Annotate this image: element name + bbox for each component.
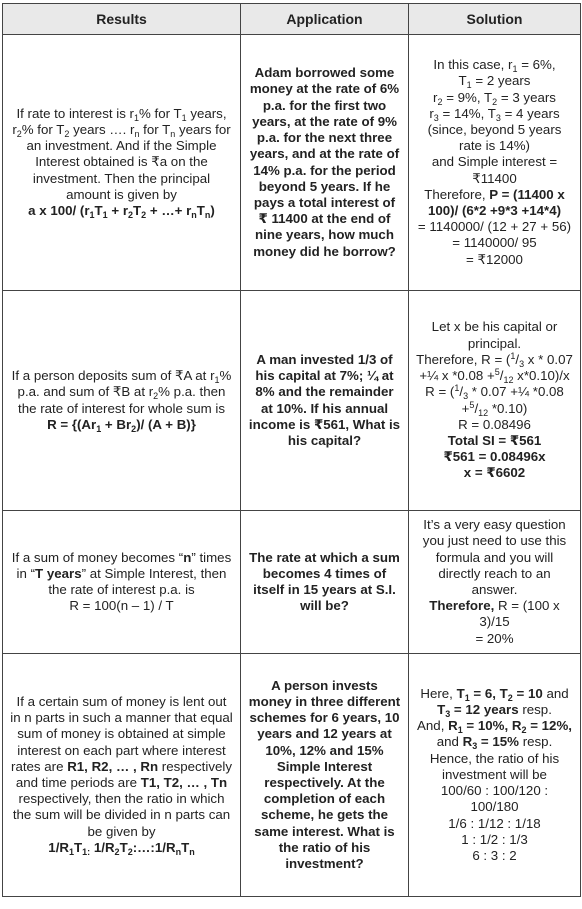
- solution-cell: Here, $T_1 = 6$, $T_2 = 10$ and $T_3 = 12$ years resp. And, $R_1 = 10\%$, $R_2 = 12\%$, and $R_3 = 15\%$ resp. Hence, the ratio of his investment will be 100/60 : 100/120 : 100/180 1/6 : 1/12 : 1/18 1 : 1/2 : 1/3 6 : 3 : 2: [409, 654, 581, 897]
- result-cell: If rate to interest is $r_1\%$ for $T_1$ years, $r_2\%$ for $T_2$ years …. $r_n$ for $T_n$ years for an investment. And if the Simple Interest obtained is ₹a on the investment. Then the principal amount is given by a x 100/ ($r_1T_1 + r_2T_2$ + …+ $r_nT_n$): [3, 35, 241, 291]
- formula: $1/R_1T_{1:}$ $1/R_2T_2:\dots:1/R_nT_n$: [48, 839, 195, 857]
- application-cell: The rate at which a sum becomes 4 times of itself in 15 years at S.I. will be?: [241, 511, 409, 654]
- table-row: [3, 654, 581, 897]
- header-results: Results: [3, 4, 241, 35]
- result-cell: If a sum of money becomes “n” times in “T years” at Simple Interest, then the rate of interest p.a. is R = 100(n – 1) / T: [3, 511, 241, 654]
- formula: $R = \{(Ar_1 + Br_2)/$ (A + B)}: [47, 416, 196, 434]
- application-cell: Adam borrowed some money at the rate of 6% p.a. for the first two years, at the rate of 9% p.a. for the next three years, and at the rate of 14% p.a. for the period beyond 5 years. If he pays a total interest of ₹ 11400 at the end of nine years, how much money did he borrow?: [241, 35, 409, 291]
- solution-cell: Let x be his capital or principal. Therefore, $R = (^1/_3$ x * 0.07 +¼ x $*0.08 +^5/_{12}$ x*0.10)/x $R = (^1/_3 * 0.07$ +¼ $*0.08 +^5/_{12}$ *0.10) R = 0.08496 Total SI = ₹561 ₹561 = 0.08496x x = ₹6602: [409, 291, 581, 511]
- header-row: [3, 4, 581, 35]
- header-application: Application: [241, 4, 409, 35]
- table-row: [3, 35, 581, 291]
- application-cell: A person invests money in three different schemes for 6 years, 10 years and 12 years at 10%, 12% and 15% Simple Interest respectively. At the completion of each scheme, he gets the same interest. What is the ratio of his investment?: [241, 654, 409, 897]
- formula: a x 100/ ($r_1T_1 + r_2T_2$ + …+ $r_nT_n$): [28, 203, 215, 220]
- solution-cell: It’s a very easy question you just need to use this formula and you will directly reach to an answer. Therefore, R = (100 x 3)/15 = 20%: [409, 511, 581, 654]
- simple-interest-table: [2, 3, 581, 897]
- result-cell: If a person deposits sum of ₹A at $r_1\%$ p.a. and sum of ₹B at $r_2\%$ p.a. then the rate of interest for whole sum is $R = \{(Ar_1 + Br_2)/$ (A + B)}: [3, 291, 241, 511]
- result-cell: If a certain sum of money is lent out in n parts in such a manner that equal sum of money is obtained at simple interest on each part where interest rates are R1, R2, … , Rn respectively and time periods are T1, T2, … , Tn respectively, then the ratio in which the sum will be divided in n parts can be given by $1/R_1T_{1:}$ $1/R_2T_2:\dots:1/R_nT_n$: [3, 654, 241, 897]
- header-solution: Solution: [409, 4, 581, 35]
- application-cell: A man invested 1/3 of his capital at 7%; ¼ at 8% and the remainder at 10%. If his annual income is ₹561, What is his capital?: [241, 291, 409, 511]
- table-row: [3, 291, 581, 511]
- interest-table-container: [2, 3, 580, 897]
- table-row: [3, 511, 581, 654]
- solution-cell: In this case, $r_1 = 6\%$, $T_1 = 2$ years $r_2 = 9\%$, $T_2 = 3$ years $r_3 = 14\%$, $T_3 = 4$ years (since, beyond 5 years rate is 14%) and Simple interest = ₹11400 Therefore, P = (11400 x 100)/ (6*2 +9*3 +14*4) = 1140000/ (12 + 27 + 56) = 1140000/ 95 = ₹12000: [409, 35, 581, 291]
- formula: R = 100(n – 1) / T: [69, 598, 174, 614]
